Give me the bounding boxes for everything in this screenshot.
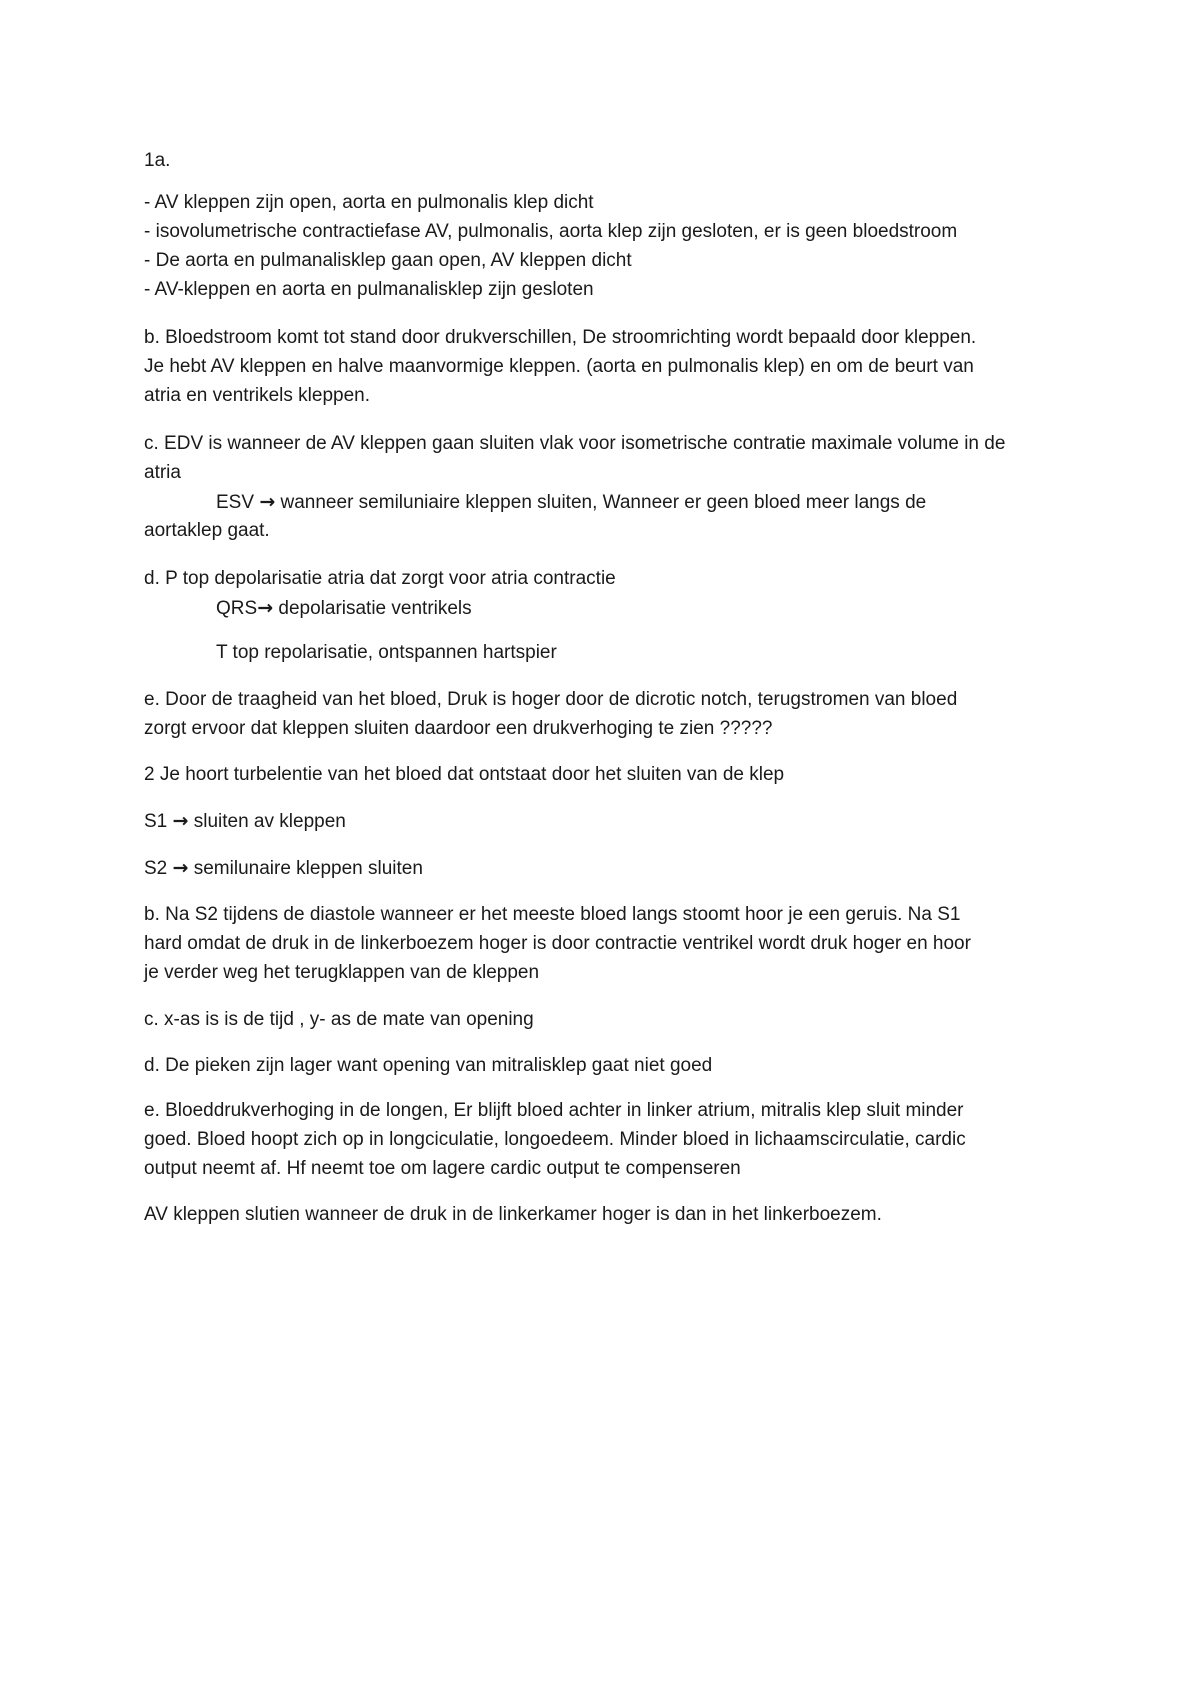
q1d-qrs-line — [216, 596, 472, 621]
q1b-line-1: b. Bloedstroom komt tot stand door drukverschillen, De stroomrichting wordt bepaald door kleppen. — [144, 327, 977, 348]
q1c-esv-line — [216, 490, 926, 515]
s2-text: semilunaire kleppen sluiten — [188, 858, 423, 879]
arrow-right-icon: → — [172, 857, 189, 879]
q1a-item-2: - isovolumetrische contractiefase AV, pulmonalis, aorta klep zijn gesloten, er is geen bloedstroom — [144, 221, 958, 242]
q1a-item-1: - AV kleppen zijn open, aorta en pulmonalis klep dicht — [144, 192, 594, 213]
q2d-line: d. De pieken zijn lager want opening van mitralisklep gaat niet goed — [144, 1055, 713, 1076]
esv-label: ESV — [216, 492, 255, 513]
s2-label: S2 — [144, 858, 173, 879]
q2-heading: 2 Je hoort turbelentie van het bloed dat ontstaat door het sluiten van de klep — [144, 764, 785, 785]
q2b-line-1: b. Na S2 tijdens de diastole wanneer er het meeste bloed langs stoomt hoor je een geruis. Na S1 — [144, 904, 961, 925]
q1e-line-2: zorgt ervoor dat kleppen sluiten daardoor een drukverhoging te zien ????? — [144, 718, 773, 739]
q1d-line: d. P top depolarisatie atria dat zorgt voor atria contractie — [144, 568, 616, 589]
q2e-line-2: goed. Bloed hoopt zich op in longciculatie, longoedeem. Minder bloed in lichaamscirculatie, cardic — [144, 1129, 966, 1150]
qrs-label: QRS — [216, 598, 258, 619]
esv-text: wanneer semiluniaire kleppen sluiten, Wanneer er geen bloed meer langs de — [275, 492, 927, 513]
qrs-text: depolarisatie ventrikels — [273, 598, 472, 619]
q1a-item-3: - De aorta en pulmanalisklep gaan open, AV kleppen dicht — [144, 250, 632, 271]
q2b-line-2: hard omdat de druk in de linkerboezem hoger is door contractie ventrikel wordt druk hoger en hoor — [144, 933, 971, 954]
q1c-line-2: atria — [144, 462, 181, 483]
q1-heading: 1a. — [144, 150, 171, 171]
q1c-esv-continuation: aortaklep gaat. — [144, 520, 270, 541]
q2b-line-3: je verder weg het terugklappen van de kleppen — [144, 962, 540, 983]
s1-text: sluiten av kleppen — [188, 811, 346, 832]
q2e-line-3: output neemt af. Hf neemt toe om lagere cardic output te compenseren — [144, 1158, 741, 1179]
s1-label: S1 — [144, 811, 173, 832]
arrow-right-icon: → — [257, 597, 274, 619]
q2-s2-line — [144, 856, 423, 881]
q2e-line-1: e. Bloeddrukverhoging in de longen, Er blijft bloed achter in linker atrium, mitralis klep sluit minder — [144, 1100, 964, 1121]
arrow-right-icon: → — [259, 491, 276, 513]
q1e-line-1: e. Door de traagheid van het bloed, Druk is hoger door de dicrotic notch, terugstromen van bloed — [144, 689, 958, 710]
q1a-item-4: - AV-kleppen en aorta en pulmanalisklep zijn gesloten — [144, 279, 594, 300]
q2-s1-line — [144, 809, 346, 834]
q1b-line-2: Je hebt AV kleppen en halve maanvormige kleppen. (aorta en pulmonalis klep) en om de beurt van — [144, 356, 974, 377]
final-line: AV kleppen slutien wanneer de druk in de linkerkamer hoger is dan in het linkerboezem. — [144, 1204, 882, 1225]
q1c-line-1: c. EDV is wanneer de AV kleppen gaan sluiten vlak voor isometrische contratie maximale volume in de — [144, 433, 1006, 454]
q1d-t-line: T top repolarisatie, ontspannen hartspier — [216, 642, 557, 663]
q2c-line: c. x-as is is de tijd , y- as de mate van opening — [144, 1009, 534, 1030]
q1b-line-3: atria en ventrikels kleppen. — [144, 385, 371, 406]
arrow-right-icon: → — [172, 810, 189, 832]
